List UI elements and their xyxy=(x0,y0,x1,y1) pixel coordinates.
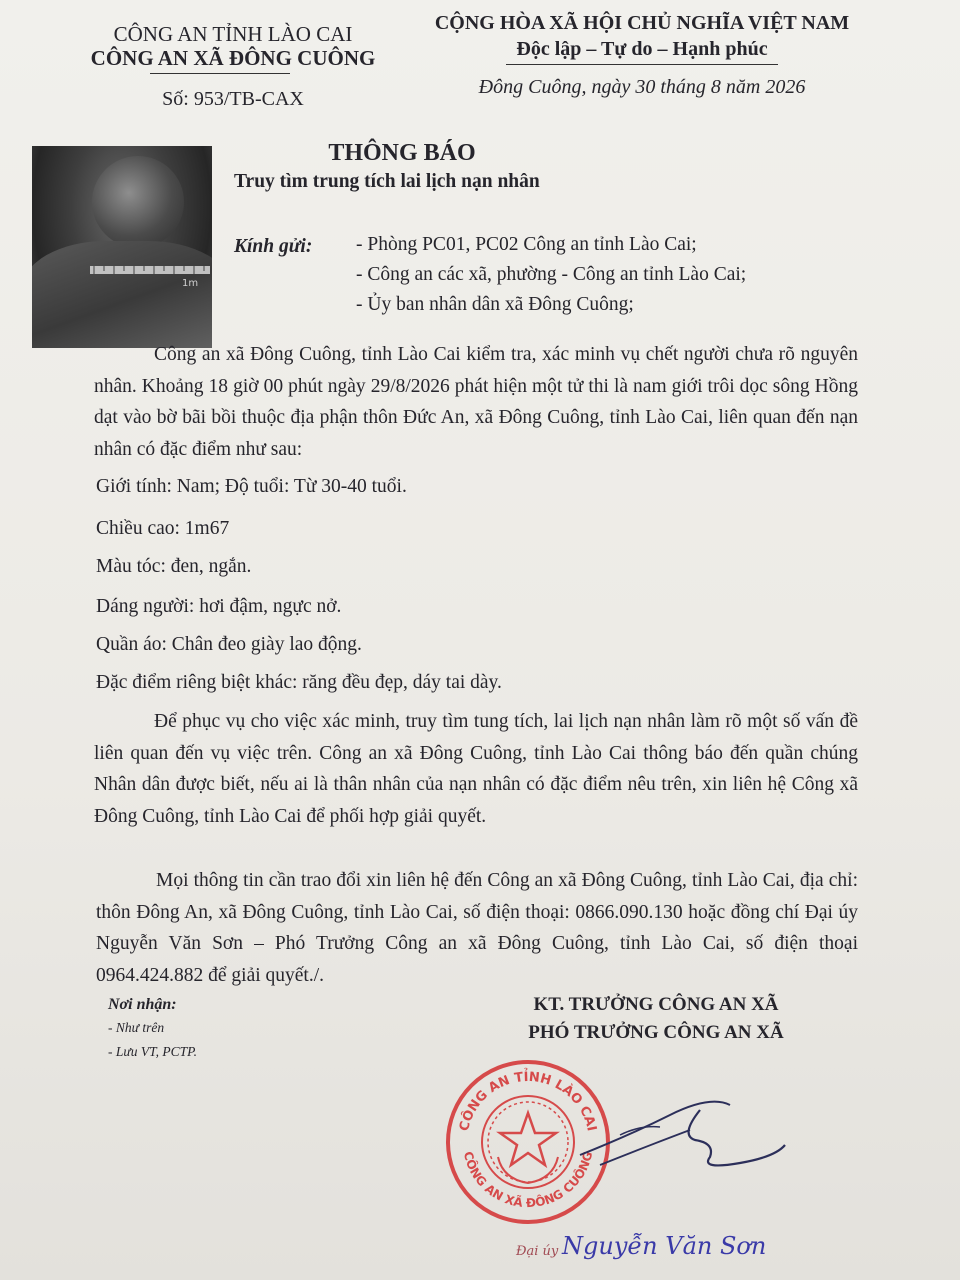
recipient-item-2: - Công an các xã, phường - Công an tỉnh Lào Cai; xyxy=(356,264,747,285)
recipient-item-1: - Phòng PC01, PC02 Công an tỉnh Lào Cai; xyxy=(356,234,697,255)
nation-title: CỘNG HÒA XÃ HỘI CHỦ NGHĨA VIỆT NAM xyxy=(434,12,850,34)
seal-ring-top: CÔNG AN TỈNH LÀO CAI xyxy=(457,1069,599,1133)
agency-underline xyxy=(150,73,290,74)
motto-underline xyxy=(506,64,778,65)
feature-clothing: Quần áo: Chân đeo giày lao động. xyxy=(96,634,362,655)
contact-paragraph: Mọi thông tin cần trao đổi xin liên hệ đến Công an xã Đông Cuông, tỉnh Lào Cai, địa chỉ: thôn Đông An, xã Đông Cuông, tỉnh Lào Cai, số điện thoại: 0866.090.130 hoặc đồng chí Đại úy Nguyễn Văn Sơn – Phó Trưởng Công an xã Đông Cuông, tỉnh Lào Cai, số điện thoại 0964.424.882 để giải quyết./. xyxy=(96,870,858,986)
agency-commune-text: CÔNG AN XÃ ĐÔNG CUÔNG xyxy=(90,46,376,70)
feature-other: Đặc điểm riêng biệt khác: răng đều đẹp, dáy tai dày. xyxy=(96,672,502,693)
signature-scribble xyxy=(560,1075,800,1185)
receiver-item-1: - Như trên xyxy=(108,1020,165,1035)
photo-ruler-label: 1m xyxy=(182,278,199,289)
photo-ruler xyxy=(32,146,212,348)
agency-commune xyxy=(78,46,388,71)
seal-wreath-icon xyxy=(498,1157,558,1183)
document-subtitle: Truy tìm trung tích lai lịch nạn nhân xyxy=(234,171,540,192)
recipient-item-3: - Ủy ban nhân dân xã Đông Cuông; xyxy=(356,294,634,315)
feature-height: Chiều cao: 1m67 xyxy=(96,518,230,539)
feature-build: Dáng người: hơi đậm, ngực nở. xyxy=(96,596,342,617)
seal-ring-bottom: CÔNG AN XÃ ĐÔNG CUÔNG xyxy=(460,1150,596,1211)
feature-gender-age: Giới tính: Nam; Độ tuổi: Từ 30-40 tuổi. xyxy=(96,476,407,497)
motto: Độc lập – Tự do – Hạnh phúc xyxy=(516,38,768,60)
signer-line-1: KT. TRƯỞNG CÔNG AN XÃ xyxy=(533,994,779,1015)
signer-line-2: PHÓ TRƯỞNG CÔNG AN XÃ xyxy=(528,1022,784,1043)
feature-hair: Màu tóc: đen, ngắn. xyxy=(96,556,252,577)
seal-star-icon xyxy=(500,1113,556,1165)
intro-paragraph: Công an xã Đông Cuông, tỉnh Lào Cai kiểm tra, xác minh vụ chết người chưa rõ nguyên nhân. Khoảng 18 giờ 00 phút ngày 29/8/2026 phát hiện một tử thi là nam giới trôi dọc sông Hồng dạt vào bờ bãi bồi thuộc địa phận thôn Đức An, xã Đông Cuông, tỉnh Lào Cai, liên quan đến nạn nhân có đặc điểm như sau: xyxy=(94,344,858,460)
place-date: Đông Cuông, ngày 30 tháng 8 năm 2026 xyxy=(478,76,806,98)
signer-rank: Đại úy xyxy=(516,1244,559,1259)
signer-name: Nguyễn Văn Sơn xyxy=(562,1232,767,1260)
recipients-label: Kính gửi: xyxy=(234,236,313,257)
receiver-item-2: - Lưu VT, PCTP. xyxy=(108,1044,198,1059)
request-paragraph: Để phục vụ cho việc xác minh, truy tìm tung tích, lai lịch nạn nhân làm rõ một số vấn đề liên quan đến vụ việc trên. Công an xã Đông Cuông, tỉnh Lào Cai thông báo đến quần chúng Nhân dân được biết, nếu ai là thân nhân của nạn nhân có đặc điểm nêu trên, xin liên hệ Công xã Đông Cuông, tỉnh Lào Cai để phối hợp giải quyết. xyxy=(94,711,858,827)
agency-province: CÔNG AN TỈNH LÀO CAI xyxy=(113,22,353,46)
victim-photo xyxy=(32,146,212,348)
document-number: Số: 953/TB-CAX xyxy=(162,88,304,110)
receivers-label: Nơi nhận: xyxy=(108,996,177,1013)
document-title: THÔNG BÁO xyxy=(328,140,476,166)
